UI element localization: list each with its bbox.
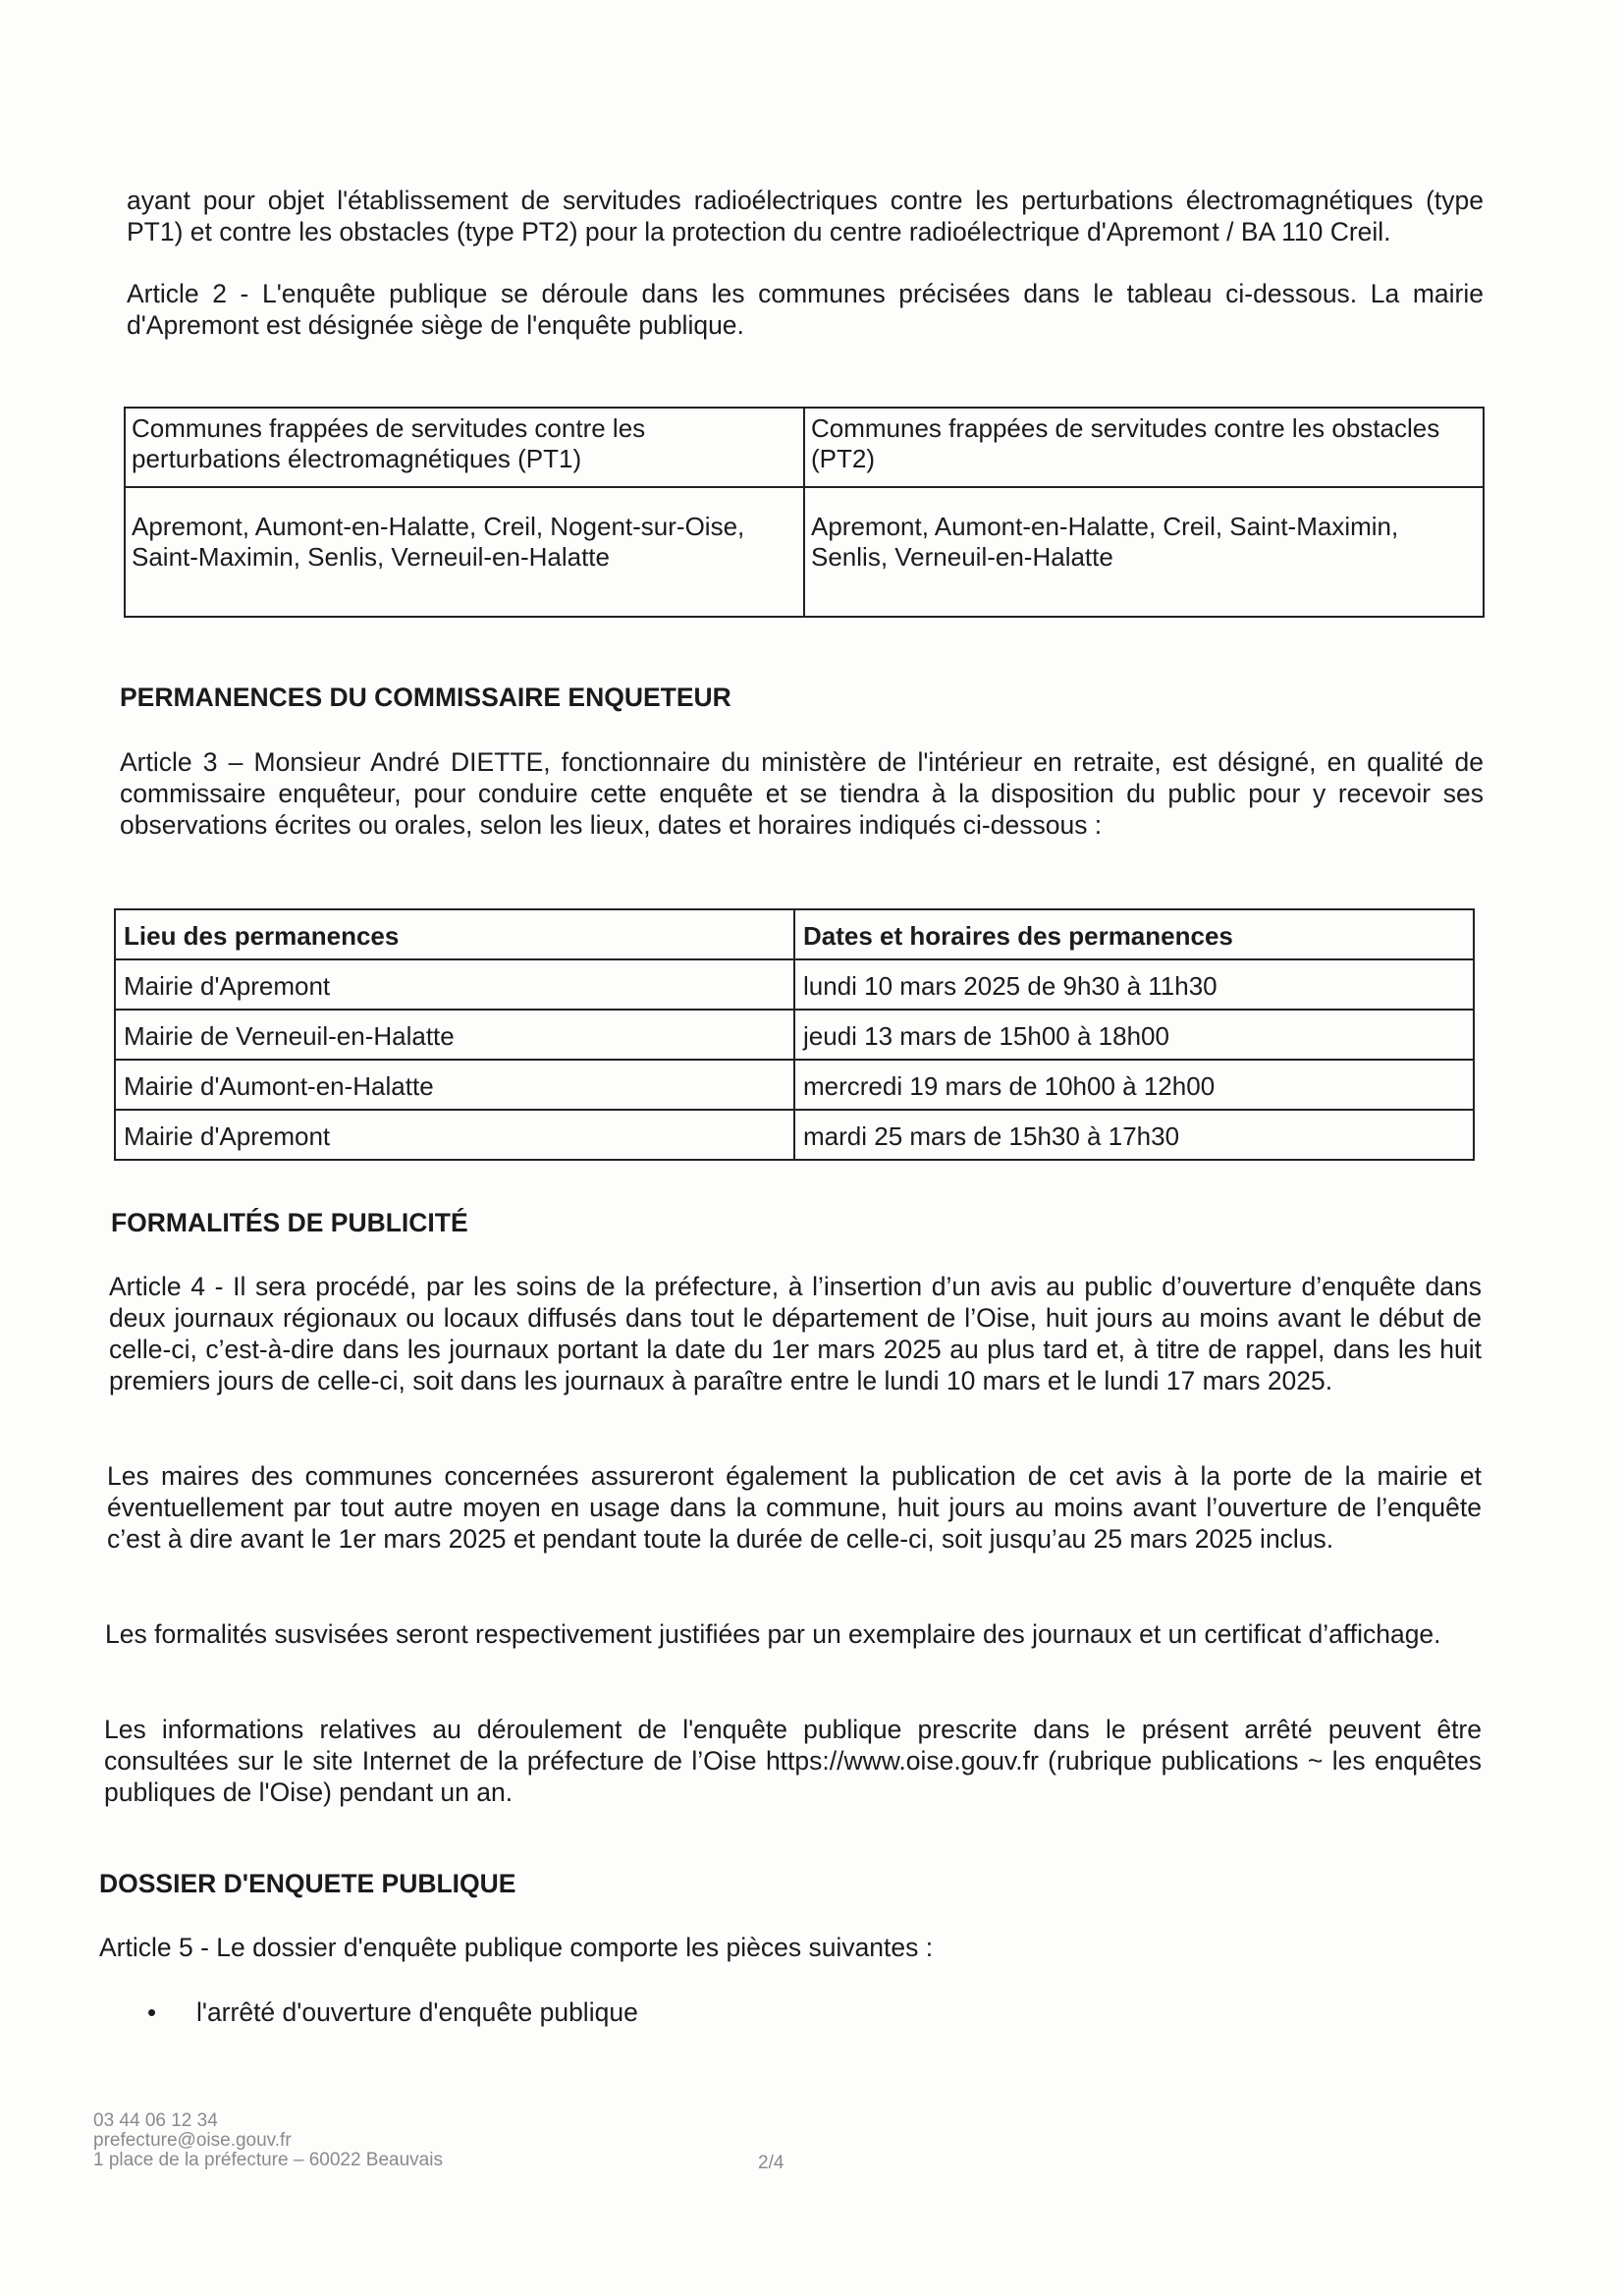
list-item: l'arrêté d'ouverture d'enquête publique — [196, 1997, 638, 2027]
publicite-paragraph-4: Les informations relatives au déroulement de l'enquête publique prescrite dans le présent arrêté peuvent être consultées sur le site Internet de la préfecture de l’Oise https://www.oise.gouv.fr (rubrique publications ~ les enquêtes publiques de l'Oise) pendant un an. — [104, 1715, 1482, 1807]
permanences-table — [114, 908, 1475, 1161]
footer-contact — [93, 2111, 443, 2170]
publicite-paragraph-3: Les formalités susvisées seront respectivement justifiées par un exemplaire des journaux et un certificat d’affichage. — [105, 1619, 1441, 1649]
publicite-heading: FORMALITÉS DE PUBLICITÉ — [111, 1208, 468, 1237]
communes-pt2-list: Apremont, Aumont-en-Halatte, Creil, Saint-Maximin, Senlis, Verneuil-en-Halatte — [804, 487, 1484, 617]
table-row — [115, 1110, 1474, 1160]
permanence-lieu: Mairie d'Aumont-en-Halatte — [115, 1060, 794, 1110]
table-row — [115, 1010, 1474, 1060]
article-2: Article 2 - L'enquête publique se déroule dans les communes précisées dans le tableau ci-dessous. La mairie d'Apremont est désignée siège de l'enquête publique. — [127, 279, 1484, 340]
publicite-paragraph-2: Les maires des communes concernées assureront également la publication de cet avis à la porte de la mairie et éventuellement par tout autre moyen en usage dans la commune, huit jours au moins avant l’ouverture de l’enquête c’est à dire avant le 1er mars 2025 et pendant toute la durée de celle-ci, soit jusqu’au 25 mars 2025 inclus. — [107, 1461, 1482, 1554]
footer-address: 1 place de la préfecture – 60022 Beauvais — [93, 2150, 443, 2170]
permanence-lieu: Mairie de Verneuil-en-Halatte — [115, 1010, 794, 1060]
article-5: Article 5 - Le dossier d'enquête publique comporte les pièces suivantes : — [99, 1933, 934, 1962]
communes-pt1-list: Apremont, Aumont-en-Halatte, Creil, Nogent-sur-Oise, Saint-Maximin, Senlis, Verneuil-en-Halatte — [125, 487, 804, 617]
permanence-date: mercredi 19 mars de 10h00 à 12h00 — [794, 1060, 1474, 1110]
page-number: 2/4 — [758, 2153, 784, 2173]
article-4: Article 4 - Il sera procédé, par les soins de la préfecture, à l’insertion d’un avis au public d’ouverture d’enquête dans deux journaux régionaux ou locaux diffusés dans tout le département de l’Oise, huit jours au moins avant le début de celle-ci, c’est-à-dire dans les journaux portant la date du 1er mars 2025 au plus tard et, à titre de rappel, dans les huit premiers jours de celle-ci, soit dans les journaux à paraître entre le lundi 10 mars et le lundi 17 mars 2025. — [109, 1272, 1482, 1395]
permanence-date: lundi 10 mars 2025 de 9h30 à 11h30 — [794, 959, 1474, 1010]
article-3: Article 3 – Monsieur André DIETTE, fonctionnaire du ministère de l'intérieur en retraite, est désigné, en qualité de commissaire enquêteur, pour conduire cette enquête et se tiendra à la disposition du public pour y recevoir ses observations écrites ou orales, selon les lieux, dates et horaires indiqués ci-dessous : — [120, 747, 1484, 840]
table-row — [115, 1060, 1474, 1110]
communes-header-pt1: Communes frappées de servitudes contre les perturbations électromagnétiques (PT1) — [125, 408, 804, 487]
permanence-date: mardi 25 mars de 15h30 à 17h30 — [794, 1110, 1474, 1160]
bullet-icon: • — [147, 1997, 157, 2027]
permanence-date: jeudi 13 mars de 15h00 à 18h00 — [794, 1010, 1474, 1060]
permanence-lieu: Mairie d'Apremont — [115, 1110, 794, 1160]
table-row — [115, 959, 1474, 1010]
communes-table — [124, 407, 1485, 618]
footer-email: prefecture@oise.gouv.fr — [93, 2130, 292, 2151]
footer-phone: 03 44 06 12 34 — [93, 2110, 218, 2131]
permanence-lieu: Mairie d'Apremont — [115, 959, 794, 1010]
permanences-heading: PERMANENCES DU COMMISSAIRE ENQUETEUR — [120, 683, 731, 712]
dossier-heading: DOSSIER D'ENQUETE PUBLIQUE — [99, 1869, 516, 1898]
permanences-header-lieu: Lieu des permanences — [115, 909, 794, 959]
permanences-header-dates: Dates et horaires des permanences — [794, 909, 1474, 959]
communes-header-pt2: Communes frappées de servitudes contre les obstacles (PT2) — [804, 408, 1484, 487]
intro-continuation: ayant pour objet l'établissement de servitudes radioélectriques contre les perturbations électromagnétiques (type PT1) et contre les obstacles (type PT2) pour la protection du centre radioélectrique d'Apremont / BA 110 Creil. — [127, 186, 1484, 246]
